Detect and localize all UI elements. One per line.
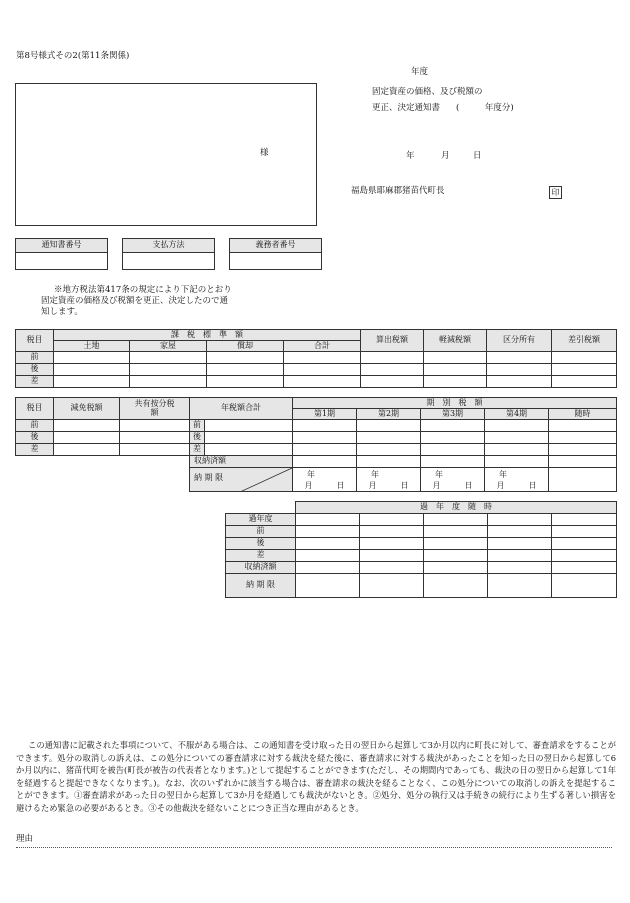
statement-line3: 知します。 bbox=[41, 307, 83, 317]
t2-row-before-inner: 前 bbox=[190, 420, 205, 432]
address-box bbox=[15, 83, 317, 226]
t2-col-installments: 期 別 税 額 bbox=[293, 398, 617, 409]
t2-dl4-year: 年 bbox=[499, 469, 507, 479]
statement-line2: 固定資産の価格及び税額を更正、決定したので通 bbox=[41, 296, 229, 306]
t2-row-after-inner: 後 bbox=[190, 432, 205, 444]
t1-sub-house: 家屋 bbox=[130, 341, 207, 352]
t2-dl1-day: 日 bbox=[336, 480, 345, 490]
date-day: 日 bbox=[473, 151, 482, 161]
t1-col-net: 差引税額 bbox=[552, 330, 617, 352]
t1-col-standard: 課 税 標 準 額 bbox=[54, 330, 361, 341]
t2-col-shared: 共有按分税額 bbox=[120, 398, 190, 420]
t3-row-after: 後 bbox=[226, 538, 296, 550]
t2-dl2-year: 年 bbox=[371, 469, 379, 479]
t2-deadline-label: 納 期 限 bbox=[194, 473, 224, 482]
reason-label: 理由 bbox=[16, 834, 34, 844]
t2-dl2-day: 日 bbox=[400, 480, 409, 490]
taxpayer-number-value bbox=[230, 253, 322, 270]
t1-sub-total: 合計 bbox=[284, 341, 361, 352]
t2-dl3-year: 年 bbox=[435, 469, 443, 479]
t1-col-calculated: 算出税額 bbox=[361, 330, 424, 352]
notice-number-value bbox=[16, 253, 108, 270]
t2-deadline bbox=[190, 468, 293, 492]
t1-sub-depreciable: 償却 bbox=[207, 341, 284, 352]
t2-period-anytime: 随時 bbox=[549, 409, 617, 420]
t2-dl3-month: 月 bbox=[432, 480, 441, 490]
t2-dl2-month: 月 bbox=[368, 480, 377, 490]
diagonal-slash bbox=[240, 468, 292, 492]
payment-method-box bbox=[122, 238, 215, 270]
taxpayer-number-label: 義務者番号 bbox=[230, 239, 322, 253]
title-line1: 固定資産の価格、及び税額の bbox=[372, 87, 483, 97]
t2-period-3: 第3期 bbox=[421, 409, 485, 420]
t2-collected: 収納済額 bbox=[190, 456, 293, 468]
t1-col-reduced: 軽減税額 bbox=[424, 330, 487, 352]
payment-method-value bbox=[123, 253, 215, 270]
t2-col-annual: 年税額合計 bbox=[190, 398, 293, 420]
title-line2: 更正、決定通知書 bbox=[372, 103, 441, 113]
t1-row-before: 前 bbox=[16, 352, 54, 364]
t2-dl1-year: 年 bbox=[307, 469, 315, 479]
installment-table bbox=[15, 397, 617, 492]
t2-period-2: 第2期 bbox=[357, 409, 421, 420]
reason-line bbox=[16, 846, 612, 848]
t1-sub-land: 土地 bbox=[54, 341, 130, 352]
official-seal: 印 bbox=[549, 186, 562, 199]
form-id: 第8号様式その2(第11条関係) bbox=[16, 51, 130, 61]
t2-period-4: 第4期 bbox=[485, 409, 549, 420]
t2-dl3-day: 日 bbox=[464, 480, 473, 490]
t3-row-diff: 差 bbox=[226, 550, 296, 562]
tax-base-table bbox=[15, 329, 617, 388]
t2-col-item: 税目 bbox=[16, 398, 54, 420]
addressee-suffix: 様 bbox=[260, 148, 269, 158]
t2-period-1: 第1期 bbox=[293, 409, 357, 420]
t2-row-after: 後 bbox=[16, 432, 54, 444]
appeal-notice: この通知書に記載された事項について、不服がある場合は、この通知書を受け取った日の翌日から起算して3か月以内に町長に対して、審査請求をすることができます。処分の取消しの訴えは、この処分についての審査請求に対する裁決を経た後に、審査請求に対する裁決があったことを知った日の翌日から起算して6か月以内に、猪苗代町を被告(町長が被告の代表者となります。)として提起することができます(ただし、その期間内であっても、裁決の日の翌日から起算して1年を経過すると提起できなくなります。)。なお、次のいずれかに該当する場合は、審査請求の裁決を経ることなく、この処分についての取消しの訴えを提起することができます。①審査請求があった日の翌日から起算して3か月を経過しても裁決がないとき。②処分、処分の執行又は手続きの続行により生ずる著しい損害を避けるため緊急の必要があるとき。③その他裁決を経ないことにつき正当な理由があるとき。 bbox=[16, 740, 616, 813]
taxpayer-number-box bbox=[229, 238, 322, 270]
date-year: 年 bbox=[406, 151, 415, 161]
t2-dl1-month: 月 bbox=[304, 480, 313, 490]
payment-method-label: 支払方法 bbox=[123, 239, 215, 253]
t2-row-diff-inner: 差 bbox=[190, 444, 205, 456]
t1-col-item: 税目 bbox=[16, 330, 54, 352]
t3-row-deadline: 納 期 限 bbox=[226, 574, 296, 598]
t2-dl4-day: 日 bbox=[528, 480, 537, 490]
notice-number-box bbox=[15, 238, 108, 270]
fiscal-year-label: 年度 bbox=[411, 67, 429, 77]
issuer-name: 福島県耶麻郡猪苗代町長 bbox=[351, 186, 445, 196]
t2-row-diff: 差 bbox=[16, 444, 54, 456]
t1-row-diff: 差 bbox=[16, 376, 54, 388]
date-month: 月 bbox=[441, 151, 450, 161]
title-year-paren: ( 年度分) bbox=[456, 103, 514, 113]
t2-row-before: 前 bbox=[16, 420, 54, 432]
t3-row-before: 前 bbox=[226, 526, 296, 538]
t1-col-ownership: 区分所有 bbox=[487, 330, 552, 352]
t2-dl4-month: 月 bbox=[496, 480, 505, 490]
past-year-table bbox=[225, 501, 617, 598]
t2-col-exempt: 減免税額 bbox=[54, 398, 120, 420]
t3-title: 過 年 度 随 時 bbox=[296, 502, 617, 514]
t3-row-collected: 収納済額 bbox=[226, 562, 296, 574]
t1-row-after: 後 bbox=[16, 364, 54, 376]
statement-line1: ※地方税法第417条の規定により下記のとおり bbox=[54, 285, 232, 295]
t3-row-past-year: 過年度 bbox=[226, 514, 296, 526]
notice-number-label: 通知書番号 bbox=[16, 239, 108, 253]
